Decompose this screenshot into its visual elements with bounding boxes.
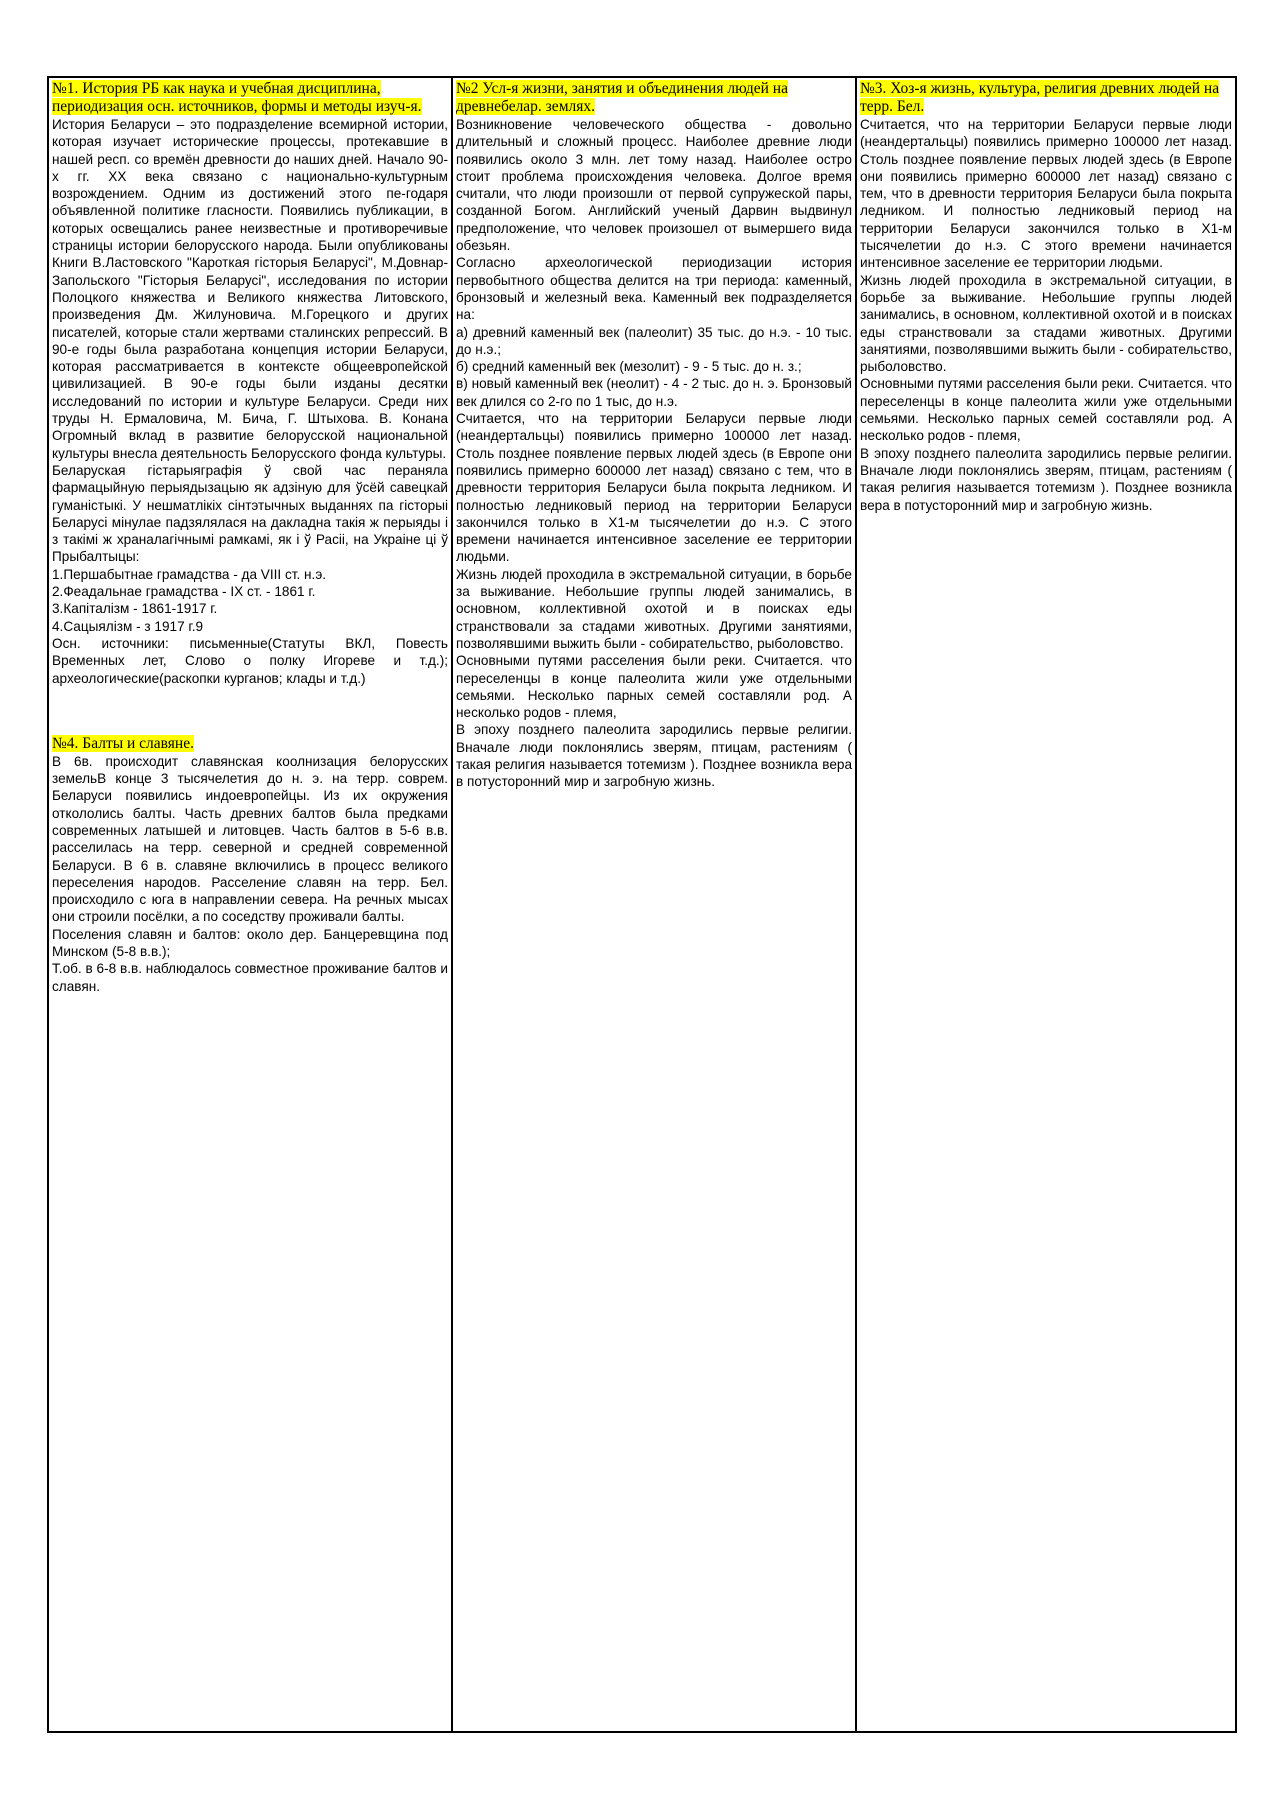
paragraph: Основными путями расселения были реки. Считается. что переселенцы в конце палеолита жили уже отдельными семьями. Несколько парных семей составляли род. А несколько родов - племя, <box>456 653 852 721</box>
heading-living-conditions: №2 Усл-я жизни, занятия и объединения людей на древнебелар. землях. <box>456 80 788 115</box>
paragraph: Беларуская гістарыяграфія ў свой час пераняла фармацыйную перыядызацыю як адзіную для ўсёй савецкай гуманістыкі. У нешматлікіх сінтэтычных выданнях па гісторыі Беларусі мінулае падзялялася на дакладна такія ж перыяды і з такімі ж храналагічнымі рамкамі, як і ў Расіі, на Украіне ці ў Прыбалтыцы: <box>52 462 448 565</box>
paragraph: Т.об. в 6-8 в.в. наблюдалось совместное проживание балтов и славян. <box>52 961 448 994</box>
list-item: в) новый каменный век (неолит) - 4 - 2 тыс. до н. э. Бронзовый век длился со 2-го по 1 тыс, до н.э. <box>456 376 852 409</box>
heading-history-rb: №1. История РБ как наука и учебная дисциплина, периодизация осн. источников, формы и методы изуч-я. <box>52 80 422 115</box>
paragraph: Поселения славян и балтов: около дер. Банцеревщина под Минском (5-8 в.в.); <box>52 926 448 960</box>
paragraph: Осн. источники: письменные(Статуты ВКЛ, Повесть Временных лет, Слово о полку Игореве и т.д.); археологические(раскопки курганов; клады и т.д.) <box>52 635 448 686</box>
paragraph: Основными путями расселения были реки. Считается. что переселенцы в конце палеолита жили уже отдельными семьями. Несколько парных семей составляли род. А несколько родов - племя, <box>860 376 1232 444</box>
list-item: 3.Капіталізм - 1861-1917 г. <box>52 601 218 617</box>
list-item: а) древний каменный век (палеолит) 35 тыс. до н.э. - 10 тыс. до н.э.; <box>456 324 852 357</box>
paragraph: В эпоху позднего палеолита зародились первые религии. Вначале люди поклонялись зверям, птицам, растениям ( такая религия называется тотемизм ). Позднее возникла вера в потусторонний мир и загробную жизнь. <box>860 445 1232 513</box>
list-item: 1.Першабытнае грамадства - да VIII ст. н.э. <box>52 566 327 582</box>
notes-table <box>47 76 1237 1733</box>
paragraph: Жизнь людей проходила в экстремальной ситуации, в борьбе за выживание. Небольшие группы людей занимались, в основном, коллективной охотой и в поисках еды странствовали за стадами животных. Другими занятиями, позволявшими выжить были - собирательство, рыболовство. <box>456 566 852 651</box>
paragraph: В 6в. происходит славянская коолнизация белорусских земельВ конце 3 тысячелетия до н. э. на терр. соврем. Беларуси появились индоевропейцы. Из их окружения откололись балты. Часть древних балтов была предками современных латышей и литовцев. Часть балтов в 5-6 в.в. расселилась на терр. северной и средней современной Беларуси. В 6 в. славяне включились в процесс великого переселения народов. Расселение славян на терр. Бел. происходило с юга в направлении севера. На речных мысах они строили посёлки, а по соседству проживали балты. <box>52 753 448 925</box>
paragraph: В эпоху позднего палеолита зародились первые религии. Вначале люди поклонялись зверям, птицам, растениям ( такая религия называется тотемизм ). Позднее возникла вера в потусторонний мир и загробную жизнь. <box>456 722 852 790</box>
column-3 <box>857 78 1235 1731</box>
column-1 <box>49 78 453 1731</box>
paragraph: Согласно археологической периодизации история первобытного общества делится на три периода: каменный, бронзовый и железный века. Каменный век подразделяется на: <box>456 255 852 323</box>
list-item: 2.Феадальнае грамадства - IX ст. - 1861 г. <box>52 584 316 600</box>
column-2 <box>453 78 857 1731</box>
paragraph: Считается, что на территории Беларуси первые люди (неандертальцы) появились примерно 100000 лет назад. Столь позднее появление первых людей здесь (в Европе они появились примерно 600000 лет назад) связано с тем, что в древности территория Беларуси была покрыта ледником. И полностью ледниковый период на территории Беларуси закончился только в X1-м тысячелетии до н.э. С этого времени начинается интенсивное заселение ее территории людьми. <box>456 411 852 565</box>
list-item: 4.Сацыялізм - з 1917 г.9 <box>52 618 204 634</box>
paragraph: Возникновение человеческого общества - довольно длительный и сложный процесс. Наиболее древние люди появились около 3 млн. лет тому назад. Наиболее остро стоит проблема происхождения человека. Долгое время считали, что люди произошли от первой супружеской пары, созданной Богом. Английский ученый Дарвин выдвинул предположение, что человек произошел от вымершего вида обезьян. <box>456 117 852 254</box>
paragraph: Жизнь людей проходила в экстремальной ситуации, в борьбе за выживание. Небольшие группы людей занимались, в основном, коллективной охотой и в поисках еды странствовали за стадами животных. Другими занятиями, позволявшими выжить были - собирательство, рыболовство. <box>860 272 1232 375</box>
spacer <box>52 687 448 735</box>
paragraph: Считается, что на территории Беларуси первые люди (неандертальцы) появились примерно 100000 лет назад. Столь позднее появление первых людей здесь (в Европе они появились примерно 600000 лет назад) связано с тем, что в древности территория Беларуси была покрыта ледником. И полностью ледниковый период на территории Беларуси закончился только в X1-м тысячелетии до н.э. С этого времени начинается интенсивное заселение ее территории людьми. <box>860 117 1232 271</box>
paragraph: История Беларуси – это подразделение всемирной истории, которая изучает исторические процессы, протекавшие в нашей респ. со времён древности до наших дней. Начало 90-х гг. XX века связано с национально-культурным возрождением. Одним из достижений этого пе-годаря объявленной политике гласности. Появились публикации, в которых освещались ранее неизвестные и противоречивые страницы истории белорусского народа. Были опубликованы Книги В.Ластовского "Кароткая гісторыя Беларусі", М.Довнар-Запольского "Гісторыя Беларусі", исследования по истории Полоцкого княжества и Великого княжества Литовского, произведения Дм. Жилуновича. М.Горецкого и других писателей, которые стали жертвами сталинских репрессий. В 90-е годы была разработана концепция истории Беларуси, которая рассматривается в контексте общеевропейской цивилизацией. В 90-е годы были изданы десятки исследований по истории и культуре Беларуси. Среди них труды Н. Ермаловича, М. Бича, Г. Штыхова. В. Конана Огромный вклад в развитие белорусской национальной культуры внесла деятельность Белорусского фонда культуры. <box>52 117 448 461</box>
heading-balts-slavs: №4. Балты и славяне. <box>52 734 194 752</box>
heading-economy-culture: №3. Хоз-я жизнь, культура, религия древних людей на терр. Бел. <box>860 80 1220 115</box>
list-item: б) средний каменный век (мезолит) - 9 - 5 тыс. до н. з.; <box>456 359 802 375</box>
